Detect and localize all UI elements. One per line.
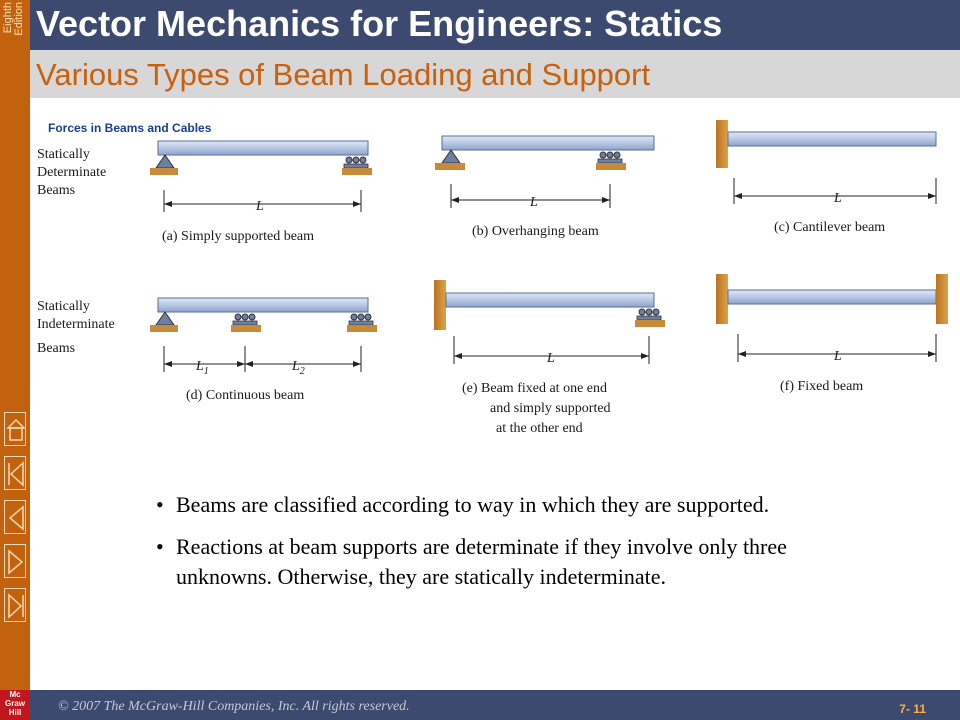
logo-line3: Hill — [8, 708, 22, 717]
caption-f: (f) Fixed beam — [780, 379, 864, 394]
beam-d-continuous — [150, 298, 377, 403]
footer-bar — [30, 690, 960, 720]
beam-e-propped-cantilever — [434, 280, 665, 436]
logo-line2: Graw — [4, 699, 25, 708]
beam-types-figure — [34, 108, 960, 448]
dim-d-L2-sub: 2 — [299, 366, 305, 377]
last-slide-button[interactable] — [4, 588, 26, 622]
caption-a: (a) Simply supported beam — [162, 229, 315, 244]
row1-label-line2: Determinate — [37, 165, 107, 180]
bullet-dot: • — [156, 534, 164, 559]
caption-c: (c) Cantilever beam — [774, 220, 886, 235]
edition-line2: Edition — [13, 2, 25, 36]
bullet-item-2 — [156, 532, 836, 592]
dim-d-L2 — [291, 359, 305, 377]
page-number: 7- 11 — [899, 702, 926, 716]
dim-d-L2-letter: L — [292, 359, 300, 374]
caption-e-line1: (e) Beam fixed at one end — [462, 381, 607, 396]
previous-slide-icon — [5, 501, 27, 535]
page-title: Vector Mechanics for Engineers: Statics — [36, 3, 723, 44]
dim-c-L: L — [834, 191, 842, 206]
dim-a-L: L — [256, 199, 264, 214]
previous-slide-button[interactable] — [4, 500, 26, 534]
header-bar — [30, 0, 960, 50]
bullet-list — [156, 490, 836, 604]
edition-label — [0, 0, 30, 70]
bullet-dot: • — [156, 492, 164, 517]
next-slide-icon — [5, 545, 27, 579]
copyright-text: © 2007 The McGraw-Hill Companies, Inc. All rights reserved. — [58, 699, 410, 714]
dim-b-L: L — [530, 195, 538, 210]
first-slide-button[interactable] — [4, 456, 26, 490]
logo-line1: Mc — [9, 690, 21, 699]
slide-title: Various Types of Beam Loading and Support — [36, 57, 651, 92]
publisher-logo — [0, 690, 30, 720]
beam-c-cantilever — [716, 120, 936, 235]
beam-b-overhanging — [435, 136, 654, 239]
row1-label-line1: Statically — [37, 147, 90, 162]
bullet-item-1 — [156, 490, 836, 520]
dim-d-L1-letter: L — [196, 359, 204, 374]
caption-b: (b) Overhanging beam — [472, 224, 599, 239]
dim-d-L1-sub: 1 — [203, 366, 209, 377]
last-slide-icon — [5, 589, 27, 623]
next-slide-button[interactable] — [4, 544, 26, 578]
caption-d: (d) Continuous beam — [186, 388, 305, 403]
first-slide-icon — [5, 457, 27, 491]
home-icon — [5, 413, 27, 447]
dim-e-L: L — [547, 351, 555, 366]
bullet-text-1: Beams are classified according to way in which they are supported. — [176, 492, 770, 517]
figure-heading: Forces in Beams and Cables — [48, 121, 212, 135]
beam-a-simply-supported — [150, 141, 372, 244]
caption-e-line2: and simply supported — [490, 401, 611, 416]
row2-label-line3: Beams — [37, 341, 76, 356]
beam-f-fixed — [716, 274, 948, 394]
caption-e-line3: at the other end — [496, 421, 583, 436]
row2-label-line1: Statically — [37, 299, 90, 314]
dim-d-L1 — [195, 359, 209, 377]
bullet-text-2: Reactions at beam supports are determinate if they involve only three unknowns. Otherwise, they are statically indeterminate. — [176, 534, 787, 589]
edition-line1: Eighth — [2, 2, 14, 34]
row2-label-line2: Indeterminate — [37, 317, 115, 332]
row1-label-line3: Beams — [37, 183, 76, 198]
subheader-bar — [30, 50, 960, 98]
home-button[interactable] — [4, 412, 26, 446]
dim-f-L: L — [834, 349, 842, 364]
